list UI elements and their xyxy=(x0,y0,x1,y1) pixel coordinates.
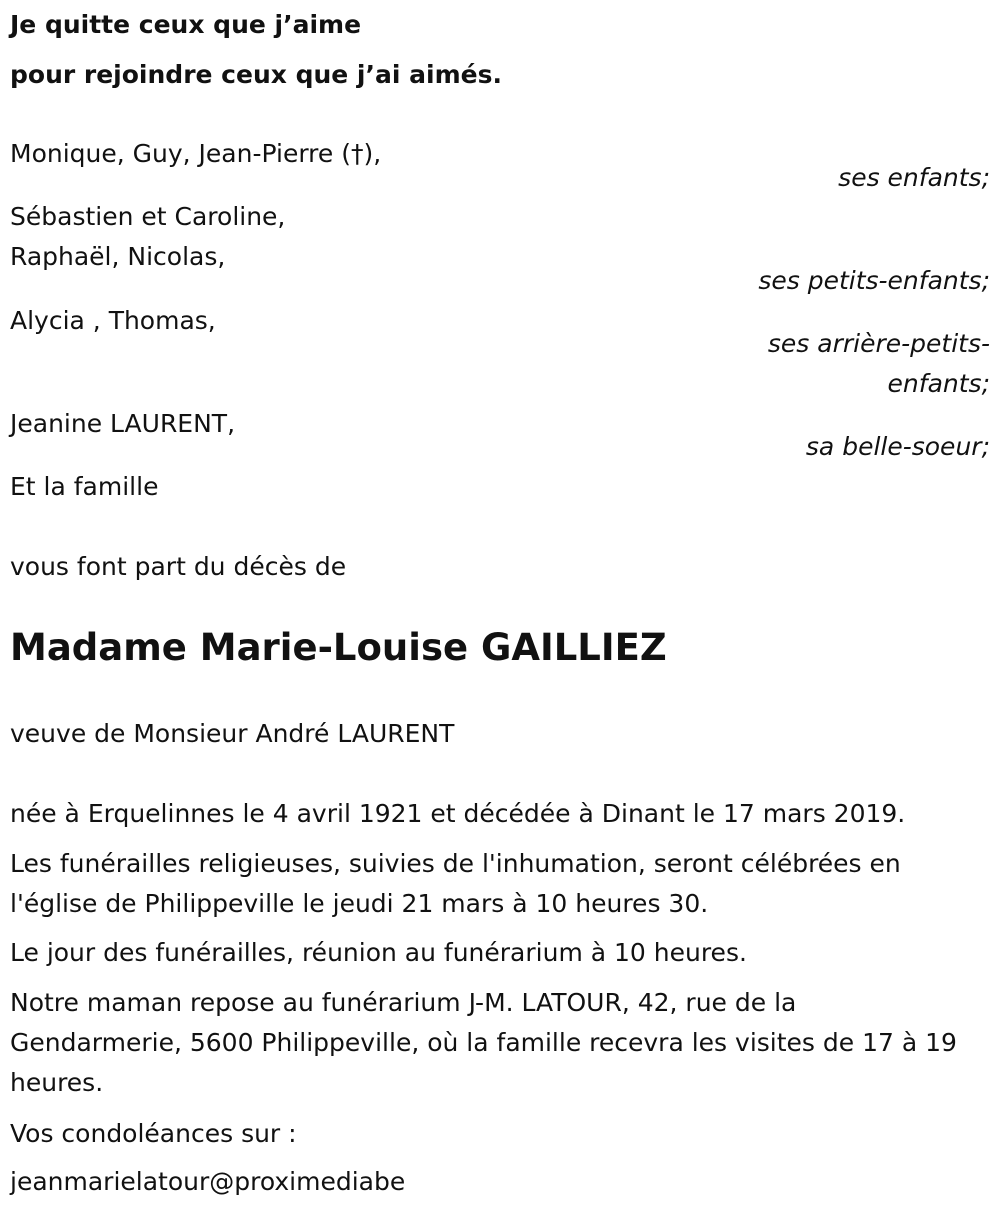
great-grandchildren-names: Alycia , Thomas, xyxy=(10,306,216,335)
great-grandchildren-role-line-1: ses arrière-petits- xyxy=(767,329,990,358)
meeting-info: Le jour des funérailles, réunion au funérarium à 10 heures. xyxy=(10,938,747,967)
funeral-info: Les funérailles religieuses, suivies de l'inhumation, seront célébrées en l'église de Philippeville le jeudi 21 mars à 10 heures 30. xyxy=(10,849,901,918)
children-names: Monique, Guy, Jean-Pierre (†), xyxy=(10,139,382,168)
deceased-name: Madame Marie-Louise GAILLIEZ xyxy=(10,626,667,669)
children-role: ses enfants; xyxy=(838,163,990,192)
condolences-email[interactable]: jeanmarielatour@proximediabe xyxy=(10,1167,406,1196)
grandchildren-line-2: Raphaël, Nicolas, xyxy=(10,242,226,271)
sister-in-law-name: Jeanine LAURENT, xyxy=(10,409,236,438)
great-grandchildren-role-line-2: enfants; xyxy=(887,369,990,398)
birth-death-info: née à Erquelinnes le 4 avril 1921 et décédée à Dinant le 17 mars 2019. xyxy=(10,799,906,828)
verse-line-2: pour rejoindre ceux que j’ai aimés. xyxy=(10,60,502,89)
verse-line-1: Je quitte ceux que j’aime xyxy=(10,10,362,39)
announcement-intro: vous font part du décès de xyxy=(10,552,347,581)
family-line: Et la famille xyxy=(10,472,159,501)
widow-of: veuve de Monsieur André LAURENT xyxy=(10,719,455,748)
resting-info: Notre maman repose au funérarium J-M. LATOUR, 42, rue de la Gendarmerie, 5600 Philippeville, où la famille recevra les visites de 17 à 19 heures. xyxy=(10,988,957,1097)
grandchildren-line-1: Sébastien et Caroline, xyxy=(10,202,286,231)
sister-in-law-role: sa belle-soeur; xyxy=(805,432,990,461)
grandchildren-role: ses petits-enfants; xyxy=(758,266,990,295)
condolences-label: Vos condoléances sur : xyxy=(10,1119,297,1148)
